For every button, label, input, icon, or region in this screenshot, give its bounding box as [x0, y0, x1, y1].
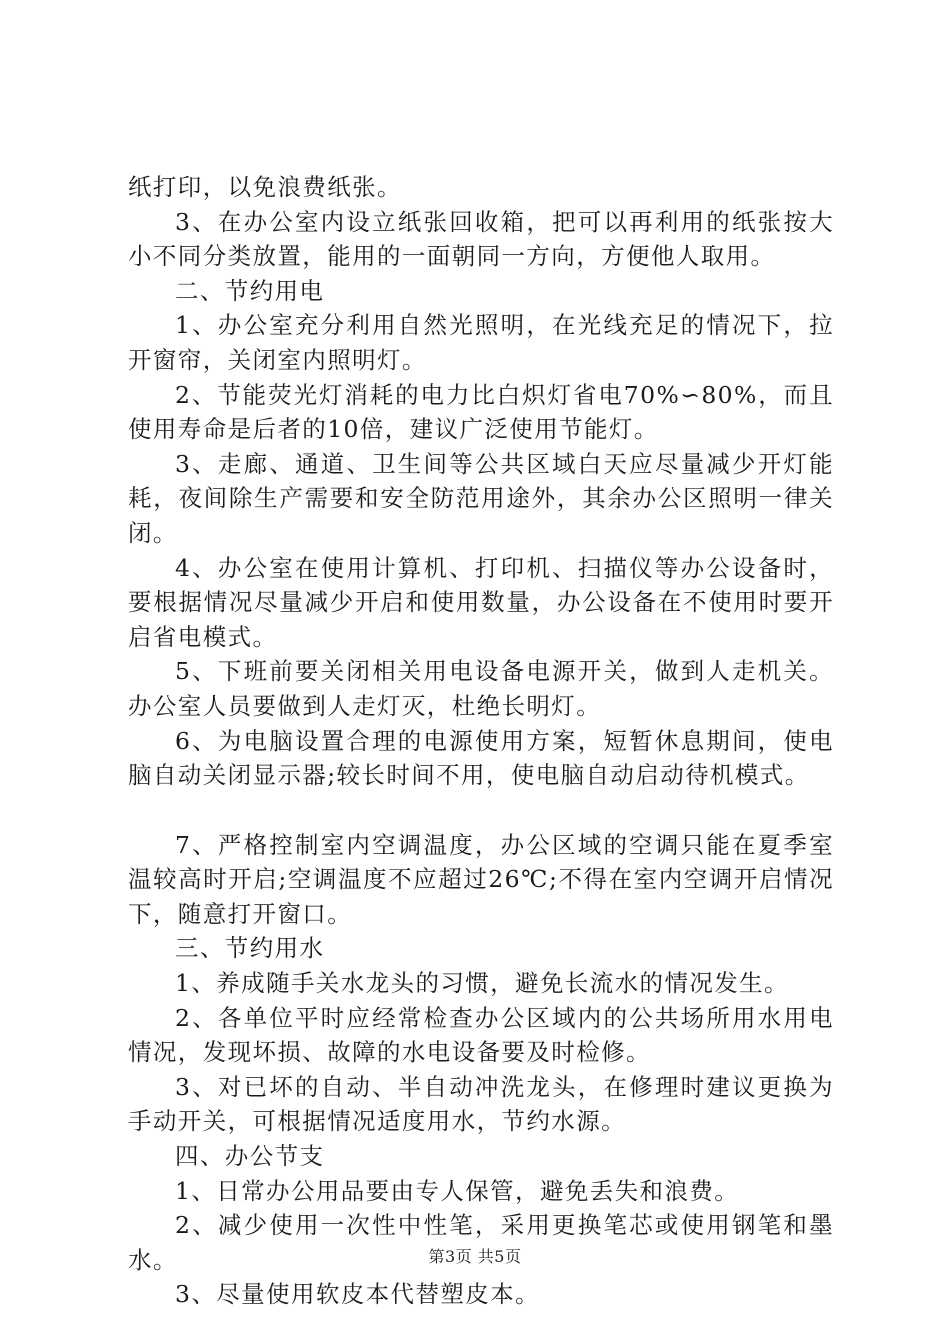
paragraph-office-supplies: 1、日常办公用品要由专人保管，避免丢失和浪费。: [175, 1176, 740, 1205]
paragraph-computer-power: 6、为电脑设置合理的电源使用方案，短暂休息期间，使电脑自动关闭显示器;较长时间不用，使电脑自动启动待机模式。: [128, 726, 834, 790]
paragraph-natural-light: 1、办公室充分利用自然光照明，在光线充足的情况下，拉开窗帘，关闭室内照明灯。: [128, 311, 834, 374]
paragraph-notebooks: 3、尽量使用软皮本代替塑皮本。: [175, 1280, 540, 1309]
paragraph-continuation: 纸打印，以免浪费纸张。: [128, 173, 402, 201]
paragraph-energy-saving-lamps: 2、节能荧光灯消耗的电力比白炽灯省电70%∽80%，而且使用寿命是后者的10倍，建议广泛使用节能灯。: [128, 380, 834, 444]
section-heading-office-savings: 四、办公节支: [175, 1142, 325, 1171]
page-number-footer: 第3页 共5页: [428, 1247, 522, 1266]
paragraph-faucet-habit: 1、养成随手关水龙头的习惯，避免长流水的情况发生。: [175, 969, 789, 998]
paragraph-faucet-repair: 3、对已坏的自动、半自动冲洗龙头，在修理时建议更换为手动开关，可根据情况适度用水，节约水源。: [128, 1072, 834, 1136]
paragraph-power-off: 5、下班前要关闭相关用电设备电源开关，做到人走机关。办公室人员要做到人走灯灭，杜绝长明灯。: [128, 657, 834, 720]
document-body: [128, 170, 834, 1312]
paragraph-paper-recycling: 3、在办公室内设立纸张回收箱，把可以再利用的纸张按大小不同分类放置，能用的一面朝同一方向，方便他人取用。: [128, 207, 834, 271]
paragraph-office-equipment: 4、办公室在使用计算机、打印机、扫描仪等办公设备时，要根据情况尽量减少开启和使用数量，办公设备在不使用时要开启省电模式。: [128, 553, 834, 651]
paragraph-pens: 2、减少使用一次性中性笔，采用更换笔芯或使用钢笔和墨水。: [128, 1211, 834, 1274]
section-heading-electricity: 二、节约用电: [175, 276, 325, 305]
paragraph-inspection: 2、各单位平时应经常检查办公区域内的公共场所用水用电情况，发现坏损、故障的水电设备要及时检修。: [128, 1003, 834, 1067]
paragraph-public-areas: 3、走廊、通道、卫生间等公共区域白天应尽量减少开灯能耗，夜间除生产需要和安全防范用途外，其余办公区照明一律关闭。: [128, 449, 834, 547]
section-heading-water: 三、节约用水: [175, 934, 325, 963]
paragraph-air-conditioning: 7、严格控制室内空调温度，办公区域的空调只能在夏季室温较高时开启;空调温度不应超过26℃;不得在室内空调开启情况下，随意打开窗口。: [128, 830, 834, 928]
